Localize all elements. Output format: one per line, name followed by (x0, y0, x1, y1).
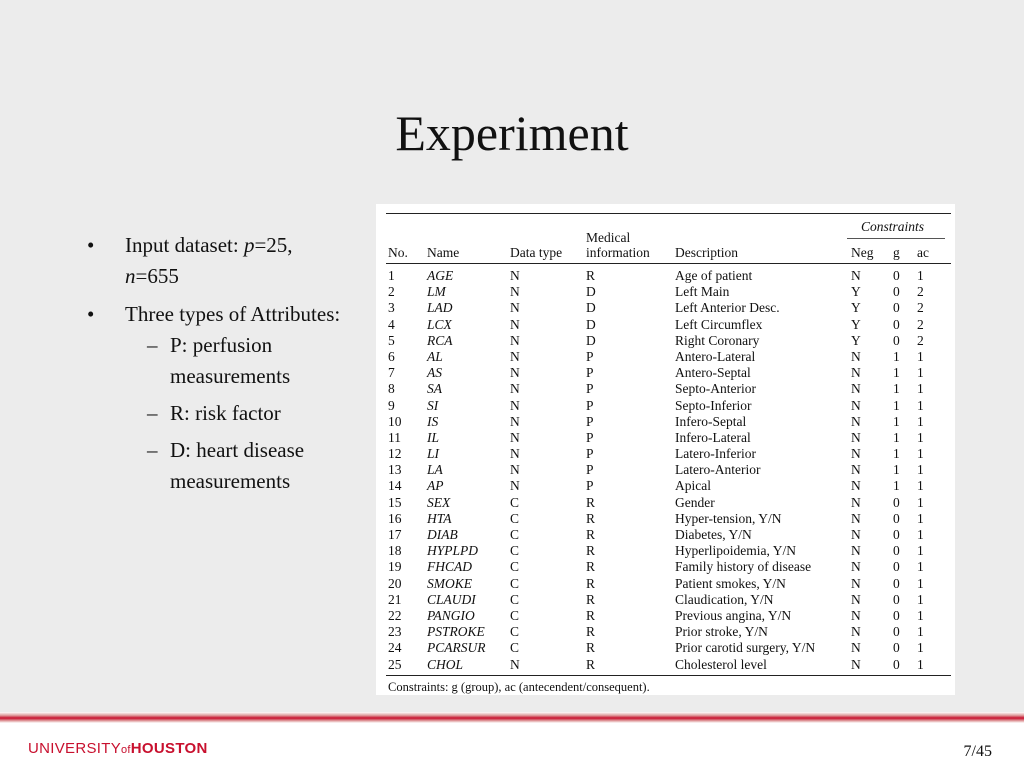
table-bottom-rule (386, 675, 951, 676)
cell-description: Prior stroke, Y/N (675, 624, 768, 640)
table-row (376, 430, 955, 446)
cell-neg: N (851, 656, 861, 672)
cell-g: 0 (893, 624, 900, 640)
cell-medical: R (586, 640, 596, 656)
cell-g: 0 (893, 575, 900, 591)
cell-data-type: C (510, 494, 520, 510)
cell-no: 3 (388, 300, 395, 316)
cell-medical: R (586, 656, 596, 672)
cell-medical: D (586, 332, 596, 348)
cell-no: 11 (388, 429, 401, 445)
cell-ac: 1 (917, 268, 924, 283)
header-name: Name (427, 245, 460, 260)
cell-description: Left Anterior Desc. (675, 300, 780, 316)
cell-neg: N (851, 607, 861, 623)
cell-data-type: C (510, 640, 520, 656)
cell-neg: N (851, 510, 861, 526)
cell-g: 0 (893, 268, 900, 283)
logo-houston-text: HOUSTON (130, 740, 208, 757)
table-row (376, 414, 955, 430)
cell-no: 5 (388, 332, 395, 348)
cell-g: 0 (893, 332, 900, 348)
table-row (376, 333, 955, 349)
bullet-input-dataset (85, 230, 350, 292)
cell-ac: 2 (917, 284, 924, 300)
cell-neg: N (851, 559, 861, 575)
table-row (376, 576, 955, 592)
cell-name: RCA (427, 332, 453, 348)
header-no: No. (388, 245, 408, 260)
cell-g: 1 (893, 462, 900, 478)
cell-medical: R (586, 591, 596, 607)
cell-name: LM (427, 284, 446, 300)
cell-ac: 1 (917, 510, 924, 526)
cell-no: 19 (388, 559, 402, 575)
cell-data-type: N (510, 284, 520, 300)
cell-name: LAD (427, 300, 453, 316)
cell-no: 7 (388, 365, 395, 381)
cell-description: Latero-Anterior (675, 462, 761, 478)
cell-data-type: N (510, 316, 520, 332)
cell-ac: 1 (917, 446, 924, 462)
cell-description: Left Main (675, 284, 730, 300)
cell-neg: N (851, 413, 861, 429)
cell-ac: 1 (917, 494, 924, 510)
cell-g: 0 (893, 656, 900, 672)
cell-neg: N (851, 494, 861, 510)
cell-neg: N (851, 527, 861, 542)
table-row (376, 300, 955, 316)
cell-name: HYPLPD (427, 543, 479, 559)
cell-name: CLAUDI (427, 591, 476, 607)
cell-neg: N (851, 624, 861, 640)
cell-g: 1 (893, 348, 900, 364)
header-description: Description (675, 245, 738, 260)
table-row (376, 284, 955, 300)
header-medical-line2: information (586, 245, 650, 260)
cell-description: Previous angina, Y/N (675, 607, 792, 623)
cell-ac: 1 (917, 365, 924, 381)
cell-description: Antero-Septal (675, 365, 751, 381)
cell-g: 0 (893, 607, 900, 623)
cell-no: 24 (388, 640, 402, 656)
cell-g: 0 (893, 640, 900, 656)
cell-medical: P (586, 446, 594, 462)
cell-data-type: C (510, 624, 520, 640)
cell-neg: N (851, 543, 861, 559)
cell-ac: 1 (917, 381, 924, 397)
cell-description: Apical (675, 478, 711, 494)
cell-description: Gender (675, 494, 715, 510)
header-neg: Neg (851, 245, 874, 260)
cell-ac: 1 (917, 462, 924, 478)
cell-ac: 1 (917, 624, 924, 640)
cell-data-type: N (510, 348, 520, 364)
bullet-list (85, 230, 350, 504)
header-data-type: Data type (510, 245, 563, 260)
cell-neg: N (851, 365, 861, 381)
cell-ac: 1 (917, 656, 924, 672)
page-number: 7/45 (963, 743, 992, 760)
attribute-table (376, 204, 955, 695)
bullet-text: Three types of Attributes: (125, 302, 341, 326)
cell-ac: 1 (917, 607, 924, 623)
cell-no: 18 (388, 543, 402, 559)
cell-name: HTA (427, 510, 452, 526)
cell-medical: P (586, 429, 594, 445)
cell-description: Antero-Lateral (675, 348, 756, 364)
cell-description: Hyperlipoidemia, Y/N (675, 543, 796, 559)
header-rule (386, 263, 951, 264)
table-row (376, 446, 955, 462)
cell-no: 4 (388, 316, 395, 332)
table-row (376, 608, 955, 624)
sub-bullet-perfusion: – P: perfusion measurements (125, 330, 350, 392)
cell-no: 22 (388, 607, 402, 623)
cell-data-type: N (510, 413, 520, 429)
cell-data-type: C (510, 543, 520, 559)
cell-g: 0 (893, 559, 900, 575)
cell-description: Family history of disease (675, 559, 812, 575)
cell-no: 16 (388, 510, 402, 526)
cell-description: Septo-Anterior (675, 381, 756, 397)
cell-g: 1 (893, 365, 900, 381)
cell-name: PCARSUR (427, 640, 486, 656)
table-row (376, 268, 955, 284)
cell-medical: P (586, 348, 594, 364)
cell-no: 1 (388, 268, 395, 283)
cell-data-type: C (510, 607, 520, 623)
cell-no: 6 (388, 348, 395, 364)
cell-g: 1 (893, 429, 900, 445)
cell-medical: R (586, 510, 596, 526)
cell-no: 13 (388, 462, 402, 478)
cell-data-type: C (510, 575, 520, 591)
cell-g: 0 (893, 510, 900, 526)
cell-description: Claudication, Y/N (675, 591, 774, 607)
slide-title: Experiment (395, 105, 629, 161)
cell-no: 12 (388, 446, 402, 462)
cell-name: AS (427, 365, 442, 381)
cell-no: 21 (388, 591, 402, 607)
cell-neg: N (851, 446, 861, 462)
cell-medical: R (586, 527, 596, 542)
cell-name: DIAB (427, 527, 458, 542)
constraints-header: Constraints (861, 219, 925, 234)
cell-data-type: N (510, 332, 520, 348)
cell-data-type: N (510, 478, 520, 494)
p-variable: p (243, 233, 255, 257)
cell-ac: 2 (917, 332, 924, 348)
cell-data-type: N (510, 381, 520, 397)
cell-g: 0 (893, 591, 900, 607)
cell-name: LCX (427, 316, 452, 332)
cell-neg: N (851, 348, 861, 364)
cell-description: Infero-Lateral (675, 429, 751, 445)
table-note: Constraints: g (group), ac (antecendent/consequent). (388, 680, 650, 694)
cell-name: LA (427, 462, 443, 478)
cell-ac: 1 (917, 575, 924, 591)
cell-data-type: C (510, 510, 520, 526)
cell-medical: D (586, 284, 596, 300)
sub-bullet-risk: – R: risk factor (125, 398, 350, 429)
cell-data-type: N (510, 429, 520, 445)
cell-name: AGE (427, 268, 454, 283)
cell-no: 15 (388, 494, 402, 510)
cell-no: 17 (388, 527, 402, 542)
cell-no: 20 (388, 575, 402, 591)
table-row (376, 365, 955, 381)
table-row (376, 559, 955, 575)
cell-name: LI (427, 446, 440, 462)
cell-neg: N (851, 575, 861, 591)
table-row (376, 592, 955, 608)
cell-no: 14 (388, 478, 402, 494)
cell-no: 10 (388, 413, 402, 429)
table-row (376, 381, 955, 397)
table-row (376, 527, 955, 543)
header-g: g (893, 245, 900, 260)
cell-no: 8 (388, 381, 395, 397)
cell-name: CHOL (427, 656, 464, 672)
cell-ac: 1 (917, 591, 924, 607)
p-value: =25, (254, 233, 293, 257)
cell-data-type: N (510, 462, 520, 478)
cell-g: 1 (893, 413, 900, 429)
cell-ac: 1 (917, 478, 924, 494)
cell-g: 0 (893, 284, 900, 300)
cell-g: 0 (893, 316, 900, 332)
cell-g: 0 (893, 527, 900, 542)
cell-neg: N (851, 397, 861, 413)
cell-description: Cholesterol level (675, 656, 767, 672)
cell-data-type: N (510, 397, 520, 413)
sub-bullet-heart-disease: – D: heart disease measurements (125, 435, 350, 497)
cell-neg: Y (851, 300, 861, 316)
cell-no: 23 (388, 624, 402, 640)
header-medical-line1: Medical (586, 230, 631, 245)
cell-g: 1 (893, 446, 900, 462)
cell-description: Patient smokes, Y/N (675, 575, 786, 591)
cell-medical: P (586, 381, 594, 397)
cell-medical: R (586, 575, 596, 591)
cell-medical: P (586, 478, 594, 494)
cell-description: Left Circumflex (675, 316, 763, 332)
cell-name: FHCAD (427, 559, 472, 575)
cell-medical: R (586, 268, 596, 283)
cell-no: 2 (388, 284, 395, 300)
n-value: =655 (135, 264, 179, 288)
cell-data-type: N (510, 446, 520, 462)
table-row (376, 624, 955, 640)
cell-name: AL (427, 348, 443, 364)
cell-ac: 1 (917, 397, 924, 413)
cell-medical: P (586, 365, 594, 381)
cell-g: 0 (893, 494, 900, 510)
cell-medical: R (586, 494, 596, 510)
cell-neg: N (851, 591, 861, 607)
cell-g: 0 (893, 300, 900, 316)
table-row (376, 657, 955, 673)
cell-name: SEX (427, 494, 451, 510)
cell-data-type: N (510, 656, 520, 672)
logo-of-text: of (121, 744, 131, 756)
cell-medical: P (586, 397, 594, 413)
cell-name: SA (427, 381, 442, 397)
cell-ac: 2 (917, 300, 924, 316)
cell-neg: N (851, 429, 861, 445)
table-row (376, 349, 955, 365)
cell-ac: 1 (917, 429, 924, 445)
cell-neg: Y (851, 284, 861, 300)
cell-medical: R (586, 624, 596, 640)
bullet-text: Input dataset: (125, 233, 244, 257)
table-row (376, 462, 955, 478)
table-row (376, 478, 955, 494)
cell-no: 25 (388, 656, 402, 672)
cell-data-type: C (510, 591, 520, 607)
cell-name: PSTROKE (427, 624, 485, 640)
table-row (376, 511, 955, 527)
cell-medical: D (586, 316, 596, 332)
cell-data-type: N (510, 268, 520, 283)
cell-medical: R (586, 543, 596, 559)
cell-g: 1 (893, 478, 900, 494)
cell-neg: N (851, 478, 861, 494)
cell-ac: 1 (917, 543, 924, 559)
cell-description: Prior carotid surgery, Y/N (675, 640, 816, 656)
table-row (376, 543, 955, 559)
cell-neg: N (851, 381, 861, 397)
cell-ac: 1 (917, 413, 924, 429)
cell-name: PANGIO (427, 607, 475, 623)
footer-band (0, 712, 1024, 723)
cell-g: 0 (893, 543, 900, 559)
n-variable: n (125, 264, 136, 288)
cell-description: Hyper-tension, Y/N (675, 510, 782, 526)
cell-neg: Y (851, 316, 861, 332)
table-row (376, 317, 955, 333)
constraints-rule (847, 238, 945, 239)
table-body (376, 268, 955, 673)
cell-data-type: C (510, 527, 520, 542)
cell-name: AP (427, 478, 444, 494)
cell-name: IL (427, 429, 440, 445)
cell-description: Age of patient (675, 268, 753, 283)
cell-description: Latero-Inferior (675, 446, 756, 462)
cell-description: Right Coronary (675, 332, 760, 348)
cell-data-type: N (510, 365, 520, 381)
table-top-rule (386, 213, 951, 214)
cell-neg: Y (851, 332, 861, 348)
cell-medical: P (586, 462, 594, 478)
cell-ac: 1 (917, 527, 924, 542)
cell-description: Infero-Septal (675, 413, 747, 429)
cell-ac: 1 (917, 348, 924, 364)
cell-data-type: N (510, 300, 520, 316)
cell-ac: 1 (917, 559, 924, 575)
cell-description: Septo-Inferior (675, 397, 752, 413)
table-row (376, 495, 955, 511)
table-row (376, 640, 955, 656)
cell-medical: D (586, 300, 596, 316)
cell-ac: 1 (917, 640, 924, 656)
cell-neg: N (851, 462, 861, 478)
cell-description: Diabetes, Y/N (675, 527, 752, 542)
cell-medical: R (586, 559, 596, 575)
footer (0, 723, 1024, 768)
university-logo (28, 740, 208, 757)
cell-ac: 2 (917, 316, 924, 332)
table-row (376, 398, 955, 414)
cell-name: SI (427, 397, 439, 413)
cell-neg: N (851, 268, 861, 283)
cell-neg: N (851, 640, 861, 656)
cell-data-type: C (510, 559, 520, 575)
cell-g: 1 (893, 381, 900, 397)
cell-name: SMOKE (427, 575, 472, 591)
cell-medical: P (586, 413, 594, 429)
bullet-attribute-types (85, 299, 350, 497)
cell-no: 9 (388, 397, 395, 413)
cell-name: IS (427, 413, 439, 429)
cell-medical: R (586, 607, 596, 623)
logo-university-text: UNIVERSITY (28, 740, 122, 757)
header-ac: ac (917, 245, 929, 260)
cell-g: 1 (893, 397, 900, 413)
